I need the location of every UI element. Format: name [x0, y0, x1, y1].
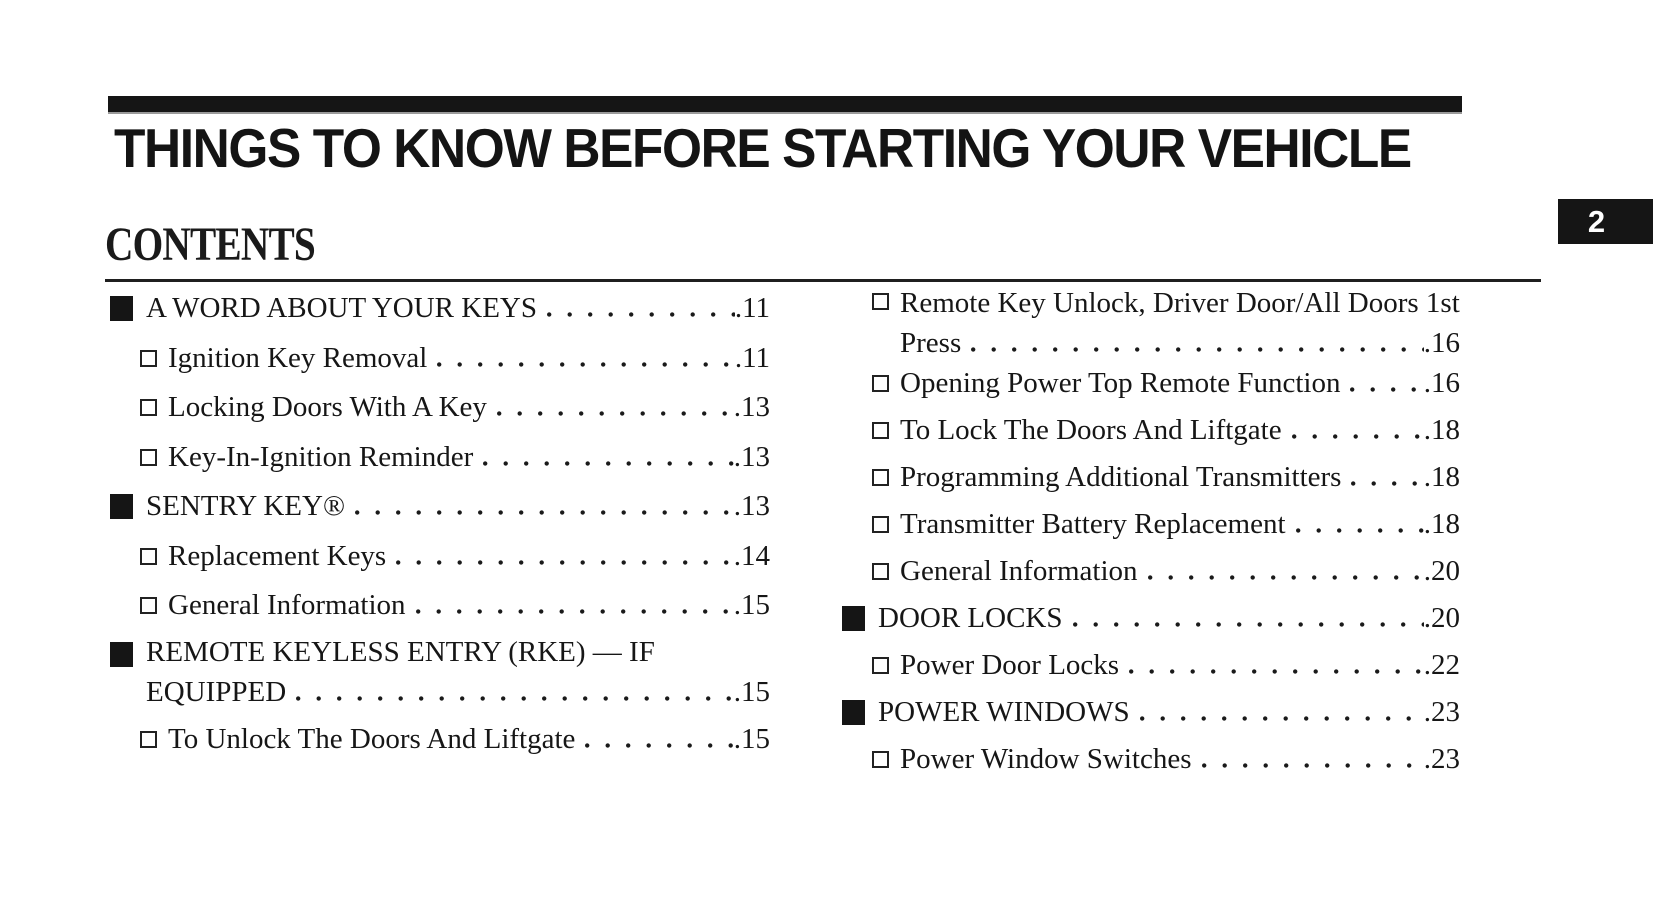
section-bullet-icon	[110, 296, 133, 321]
toc-entry	[110, 433, 770, 483]
toc-entry-label: General Information	[900, 554, 1138, 587]
section-bullet-icon	[842, 606, 865, 631]
toc-entry	[110, 383, 770, 433]
toc-entry-label: To Lock The Doors And Liftgate	[900, 413, 1282, 446]
subsection-bullet-icon	[140, 548, 157, 565]
toc-entry	[842, 642, 1460, 689]
chapter-tab	[1558, 199, 1653, 244]
toc-entry-label: General Information	[168, 589, 406, 622]
toc-entry-label: Locking Doors With A Key	[168, 391, 487, 424]
subsection-bullet-icon	[140, 399, 157, 416]
subsection-bullet-icon	[872, 293, 889, 310]
toc-page-number: . 16	[1424, 327, 1460, 360]
toc-entry-label: To Unlock The Doors And Liftgate	[168, 722, 576, 755]
toc-page-number: . 13	[734, 490, 770, 523]
toc-page-number: . 11	[735, 292, 770, 325]
toc-page-number: . 13	[734, 441, 770, 474]
toc-entry	[842, 548, 1460, 595]
toc-entry	[842, 454, 1460, 501]
subsection-bullet-icon	[872, 375, 889, 392]
contents-rule	[105, 279, 1541, 282]
dot-leader	[1148, 575, 1424, 580]
toc-page-number: . 18	[1424, 414, 1460, 447]
toc-entry-label: SENTRY KEY®	[146, 490, 345, 523]
subsection-bullet-icon	[140, 597, 157, 614]
toc-column-left	[110, 284, 770, 764]
dot-leader	[1296, 528, 1424, 533]
toc-entry	[110, 715, 770, 765]
toc-entry-label: Key-In-Ignition Reminder	[168, 440, 474, 473]
subsection-bullet-icon	[140, 350, 157, 367]
dot-leader	[416, 609, 734, 614]
toc-page-number: . 22	[1424, 649, 1460, 682]
subsection-bullet-icon	[872, 469, 889, 486]
toc-page-number: . 18	[1424, 508, 1460, 541]
toc-entry-label: Programming Additional Transmitters	[900, 460, 1342, 493]
toc-entry-label: Replacement Keys	[168, 539, 387, 572]
toc-entry-label: DOOR LOCKS	[878, 601, 1063, 634]
subsection-bullet-icon	[872, 563, 889, 580]
toc-page-number: . 23	[1424, 743, 1460, 776]
toc-entry	[842, 501, 1460, 548]
subsection-bullet-icon	[872, 751, 889, 768]
toc-page-number: . 16	[1424, 367, 1460, 400]
toc-entry	[842, 595, 1460, 642]
dot-leader	[585, 743, 733, 748]
toc-entry	[110, 284, 770, 334]
toc-page-number: . 11	[735, 342, 770, 375]
toc-entry	[110, 334, 770, 384]
toc-entry	[110, 482, 770, 532]
subsection-bullet-icon	[140, 449, 157, 466]
dot-leader	[547, 312, 735, 317]
contents-heading: CONTENTS	[105, 218, 315, 271]
toc-entry	[110, 581, 770, 631]
dot-leader	[1129, 669, 1424, 674]
toc-page-number: . 15	[734, 589, 770, 622]
toc-entry	[842, 284, 1460, 360]
subsection-bullet-icon	[872, 516, 889, 533]
toc-entry	[842, 360, 1460, 407]
toc-entry-label: Power Window Switches	[900, 742, 1192, 775]
page-title: THINGS TO KNOW BEFORE STARTING YOUR VEHICLE	[114, 117, 1411, 179]
toc-entry-label: POWER WINDOWS	[878, 695, 1130, 728]
toc-page-number: . 23	[1424, 696, 1460, 729]
dot-leader	[296, 696, 734, 701]
dot-leader	[1202, 763, 1424, 768]
dot-leader	[1350, 387, 1423, 392]
dot-leader	[1073, 622, 1424, 627]
dot-leader	[396, 560, 734, 565]
dot-leader	[1140, 716, 1424, 721]
toc-entry-label: Power Door Locks	[900, 648, 1120, 681]
dot-leader	[497, 411, 734, 416]
dot-leader	[971, 347, 1424, 352]
dot-leader	[437, 362, 734, 367]
dot-leader	[483, 461, 734, 466]
toc-entry-label: Ignition Key Removal	[168, 341, 428, 374]
toc-entry-label: Transmitter Battery Replacement	[900, 507, 1286, 540]
toc-entry	[110, 532, 770, 582]
toc-page-number: . 20	[1424, 602, 1460, 635]
toc-page-number: . 18	[1424, 461, 1460, 494]
toc-entry	[842, 407, 1460, 454]
dot-leader	[1292, 434, 1424, 439]
toc-entry	[110, 631, 770, 715]
section-bullet-icon	[110, 642, 133, 667]
subsection-bullet-icon	[140, 731, 157, 748]
toc-entry-label: Remote Key Unlock, Driver Door/All Doors 1st	[900, 287, 1460, 319]
toc-column-right	[842, 284, 1460, 783]
toc-entry	[842, 689, 1460, 736]
toc-entry	[842, 736, 1460, 783]
section-bullet-icon	[842, 700, 865, 725]
toc-page-number: . 14	[734, 540, 770, 573]
chapter-divider-bar	[108, 96, 1462, 114]
section-bullet-icon	[110, 494, 133, 519]
toc-page-number: . 20	[1424, 555, 1460, 588]
toc-entry-label: A WORD ABOUT YOUR KEYS	[146, 292, 538, 325]
toc-entry-label-line2: EQUIPPED	[146, 675, 287, 708]
toc-entry-label: REMOTE KEYLESS ENTRY (RKE) — IF	[146, 635, 655, 668]
toc-page-number: . 15	[734, 723, 770, 756]
chapter-number: 2	[1587, 204, 1606, 239]
dot-leader	[1351, 481, 1423, 486]
toc-entry-label-line2: Press	[900, 327, 962, 360]
subsection-bullet-icon	[872, 422, 889, 439]
toc-page-number: . 15	[734, 676, 770, 709]
toc-page-number: . 13	[734, 391, 770, 424]
toc-entry-label: Opening Power Top Remote Function	[900, 366, 1341, 399]
dot-leader	[355, 510, 734, 515]
subsection-bullet-icon	[872, 657, 889, 674]
